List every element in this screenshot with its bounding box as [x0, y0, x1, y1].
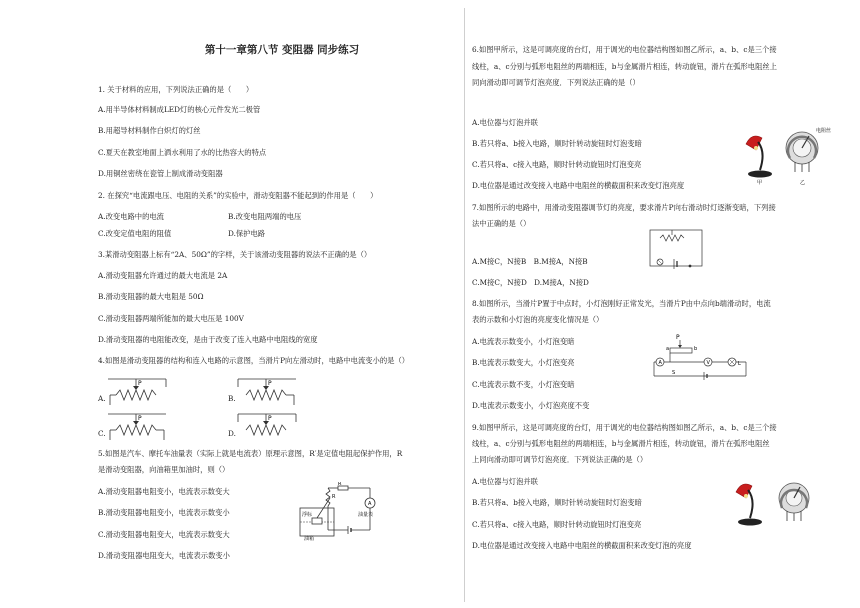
q5-fuel-gauge-figure — [298, 482, 384, 542]
q4-option-d[interactable]: D. — [228, 429, 236, 438]
q5-stem-line2: 是滑动变阻器，向油箱里加油时，则（） — [98, 465, 230, 474]
q9-stem-line3: 上同向滑动即可调节灯泡亮度．下列说法正确的是（） — [472, 455, 648, 464]
q5-label-float: 浮标 — [302, 512, 313, 518]
q9-stem-line2: 线柱，a、c分别与弧形电阻丝的两端相连，b与金属滑片相连，转动旋钮，滑片在弧形电阻丝 — [472, 439, 770, 448]
q5-label-r: R — [332, 494, 336, 500]
q5-label-r-prime: R′ — [338, 482, 343, 487]
q6-stem-line2: 线柱，a、c分别与弧形电阻丝的两端相连，b与金属滑片相连，转动旋钮，滑片在弧形电阻丝上 — [472, 62, 777, 71]
q4-figure-a — [106, 373, 168, 407]
q4-option-a[interactable]: A. — [98, 394, 106, 403]
q2-stem: 2. 在探究“电流跟电压、电阻的关系”的实验中，滑动变阻器不能起到的作用是（ ） — [98, 191, 378, 200]
q9-option-b[interactable]: B.若只将a、b接入电路，顺时针转动旋钮时灯泡变暗 — [472, 498, 642, 507]
q1-option-b[interactable]: B.用超导材料制作白炽灯的灯丝 — [98, 126, 201, 135]
q8-label-s: S — [672, 370, 676, 376]
column-divider — [464, 8, 465, 602]
q1-option-d[interactable]: D.用铜丝密绕在瓷管上制成滑动变阻器 — [98, 169, 223, 178]
q6-option-a[interactable]: A.电位器与灯泡并联 — [472, 118, 538, 127]
q5-option-b[interactable]: B.滑动变阻器电阻变小，电流表示数变小 — [98, 508, 230, 517]
q5-option-d[interactable]: D.滑动变阻器电阻变大，电流表示数变小 — [98, 551, 230, 560]
q2-option-a[interactable]: A.改变电路中的电流 — [98, 212, 164, 221]
q6-stem-line1: 6.如图甲所示，这是可调亮度的台灯，用于调光的电位器结构图如图乙所示，a、b、c是三个接 — [472, 45, 777, 54]
q2-option-c[interactable]: C.改变定值电阻的阻值 — [98, 229, 172, 238]
q7-options-cd[interactable]: C.M接C，N接D D.M接A，N接D — [472, 278, 589, 287]
q5-option-c[interactable]: C.滑动变阻器电阻变大，电流表示数变大 — [98, 530, 230, 539]
q7-stem-line2: 法中正确的是（） — [472, 219, 531, 228]
q8-option-d[interactable]: D.电流表示数变小，小灯泡亮度不变 — [472, 401, 590, 410]
q6-lamp-potentiometer-figure — [732, 122, 832, 186]
q8-stem-line1: 8.如图所示，当滑片P置于中点时，小灯泡刚好正常发光，当滑片P由中点向b端滑动时，电流 — [472, 299, 771, 308]
svg-text:V: V — [706, 360, 710, 366]
q4-stem: 4.如图是滑动变阻器的结构和连入电路的示意图，当滑片P向左滑动时，电路中电流变小的是（） — [98, 356, 410, 365]
q4-figure-c — [106, 408, 168, 442]
q4-figure-b — [236, 373, 300, 407]
q5-label-meter: 油量表 — [358, 512, 374, 518]
q2-option-b[interactable]: B.改变电阻两端的电压 — [228, 212, 302, 221]
q8-label-b: b — [694, 346, 698, 352]
q4-option-b[interactable]: B. — [228, 394, 236, 403]
q7-stem-line1: 7.如图所示的电路中，用滑动变阻器调节灯的亮度，要求滑片P向右滑动时灯逐渐变暗，下列接 — [472, 203, 776, 212]
q5-stem-line1: 5.如图是汽车、摩托车油量表（实际上就是电流表）原理示意图，R′是定值电阻起保护作用，R — [98, 449, 403, 458]
q4-label-p: P — [138, 380, 142, 387]
q9-option-d[interactable]: D.电位器是通过改变接入电路中电阻丝的横截面积来改变灯泡的亮度 — [472, 541, 692, 550]
q6-option-c[interactable]: C.若只将a、c接入电路，顺时针转动旋钮时灯泡变亮 — [472, 160, 642, 169]
q7-circuit-figure — [646, 226, 706, 272]
q2-option-d[interactable]: D.保护电路 — [228, 229, 266, 238]
q4-label-p: P — [268, 380, 272, 387]
q4-figure-d — [236, 408, 300, 442]
q1-option-a[interactable]: A.用半导体材料制成LED灯的核心元件发光二极管 — [98, 105, 261, 114]
q3-option-c[interactable]: C.滑动变阻器两端所能加的最大电压是 100V — [98, 314, 244, 323]
q9-lamp-potentiometer-figure — [722, 476, 822, 532]
q3-option-a[interactable]: A.滑动变阻器允许通过的最大电流是 2A — [98, 271, 228, 280]
q8-option-a[interactable]: A.电流表示数变小，小灯泡变暗 — [472, 337, 575, 346]
q8-label-l: L — [738, 361, 741, 367]
q6-option-d[interactable]: D.电位器是通过改变接入电路中电阻丝的横截面积来改变灯泡亮度 — [472, 181, 685, 190]
q4-label-p: P — [268, 415, 272, 422]
q5-option-a[interactable]: A.滑动变阻器电阻变小，电流表示数变大 — [98, 487, 230, 496]
q8-option-c[interactable]: C.电流表示数不变，小灯泡变暗 — [472, 380, 575, 389]
page-title: 第十一章第八节 变阻器 同步练习 — [204, 44, 360, 56]
q9-stem-line1: 9.如图甲所示，这是可调亮度的台灯，用于调光的电位器结构图如图乙所示，a、b、c是三个接 — [472, 423, 777, 432]
q8-stem-line2: 表的示数和小灯泡的亮度变化情况是（） — [472, 315, 604, 324]
q6-label-wire: 电阻丝 — [816, 128, 832, 134]
q4-option-c[interactable]: C. — [98, 429, 106, 438]
q6-option-b[interactable]: B.若只将a、b接入电路，顺时针转动旋钮时灯泡变暗 — [472, 139, 642, 148]
q8-option-b[interactable]: B.电流表示数变大，小灯泡变亮 — [472, 358, 575, 367]
q8-label-p: P — [676, 334, 680, 341]
svg-text:A: A — [368, 501, 372, 507]
q7-options-ab[interactable]: A.M接C，N接B B.M接A，N接B — [472, 257, 588, 266]
q1-stem: 1. 关于材料的应用，下列说法正确的是（ ） — [98, 85, 254, 94]
svg-text:A: A — [658, 360, 662, 366]
q8-circuit-figure — [650, 330, 750, 380]
q6-label-yi: 乙 — [800, 180, 806, 186]
q3-option-b[interactable]: B.滑动变阻器的最大电阻是 50Ω — [98, 292, 204, 301]
q9-option-c[interactable]: C.若只将a、c接入电路，顺时针转动旋钮时灯泡变亮 — [472, 520, 642, 529]
q6-label-jia: 甲 — [757, 180, 763, 186]
q4-label-p: P — [138, 415, 142, 422]
q5-label-tank: 油箱 — [304, 536, 315, 542]
q8-label-a: a — [666, 346, 670, 352]
q9-option-a[interactable]: A.电位器与灯泡并联 — [472, 477, 538, 486]
q1-option-c[interactable]: C.夏天在教室地面上洒水利用了水的比热容大的特点 — [98, 148, 267, 157]
q3-stem: 3.某滑动变阻器上标有“2A、50Ω”的字样，关于该滑动变阻器的说法不正确的是（） — [98, 250, 372, 259]
q6-stem-line3: 同向滑动即可调节灯泡亮度．下列说法正确的是（） — [472, 78, 640, 87]
q3-option-d[interactable]: D.滑动变阻器的电阻能改变，是由于改变了连入电路中电阻线的宽度 — [98, 335, 318, 344]
